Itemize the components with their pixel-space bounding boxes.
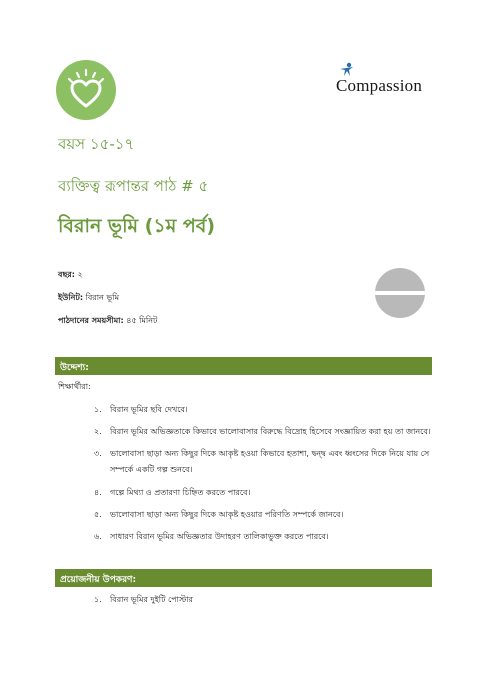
objectives-heading: উদ্দেশ্য: [60, 363, 89, 373]
objectives-header [55, 357, 432, 375]
list-item-number: ১. [94, 595, 102, 604]
list-item-text: বিরান ভূমির দুইটি পোস্টার [110, 595, 193, 604]
list-item-number: ৪. [94, 488, 102, 497]
list-item-text: ভালোবাসা ছাড়া অন্য কিছুর দিকে আকৃষ্ট হওয়া কিভাবে হতাশা, দ্বন্দ্ব এবং ধ্বংসের দিকে নিয়ে যায় সে সম্পর্কে একটি গল্প শুনবে। [110, 449, 430, 474]
list-item-number: ৫. [94, 510, 102, 519]
meta-time-value: ৪৫ মিনিট [126, 316, 158, 325]
meta-time [58, 315, 157, 328]
list-item-number: ৩. [94, 449, 102, 458]
compassion-brand-logo [336, 62, 436, 96]
list-item-number: ৬. [94, 532, 102, 541]
list-item-text: গল্পে মিথ্যা ও প্রতারণা চিহ্নিত করতে পারবে। [110, 488, 251, 497]
list-item-text: সাধারণ বিরান ভূমির অভিজ্ঞতার উদাহরণ তালিকাভুক্ত করতে পারবে। [110, 532, 329, 541]
lesson-subtitle: ব্যক্তিত্ব রূপান্তর পাঠ # ৫ [58, 177, 209, 195]
meta-time-label: পাঠদানের সময়সীমা: [58, 316, 124, 325]
meta-unit-value: বিরান ভূমি [85, 293, 120, 302]
badge-band [375, 291, 425, 295]
materials-header [55, 569, 432, 587]
list-item-number: ১. [94, 405, 102, 414]
circle-badge-icon [375, 268, 425, 318]
meta-unit-label: ইউনিট: [58, 293, 84, 302]
list-item-number: ২. [94, 427, 102, 436]
meta-unit [58, 292, 119, 305]
meta-year [58, 269, 83, 282]
materials-heading: প্রয়োজনীয় উপকরণ: [60, 575, 137, 585]
list-item-text: বিরান ভূমির ছবি দেখবে। [110, 405, 188, 414]
age-range: বয়স ১৫-১৭ [58, 135, 135, 153]
meta-year-label: বছর: [58, 270, 75, 279]
meta-year-value: ২ [77, 270, 83, 279]
page-title: বিরান ভূমি (১ম পর্ব) [58, 215, 216, 237]
heart-logo-icon [56, 60, 116, 120]
list-item-text: ভালোবাসা ছাড়া অন্য কিছুর দিকে আকৃষ্ট হওয়ার পরিণতি সম্পর্কে জানবে। [110, 510, 344, 519]
brand-name: Compassion [336, 76, 423, 95]
list-item-text: বিরান ভূমির অভিজ্ঞতাকে কিভাবে ভালোবাসার বিরুদ্ধে বিদ্রোহ হিসেবে সংজ্ঞায়িত করা হয় তা জানবে। [110, 427, 431, 436]
objectives-intro: শিক্ষার্থীরা: [58, 382, 91, 391]
